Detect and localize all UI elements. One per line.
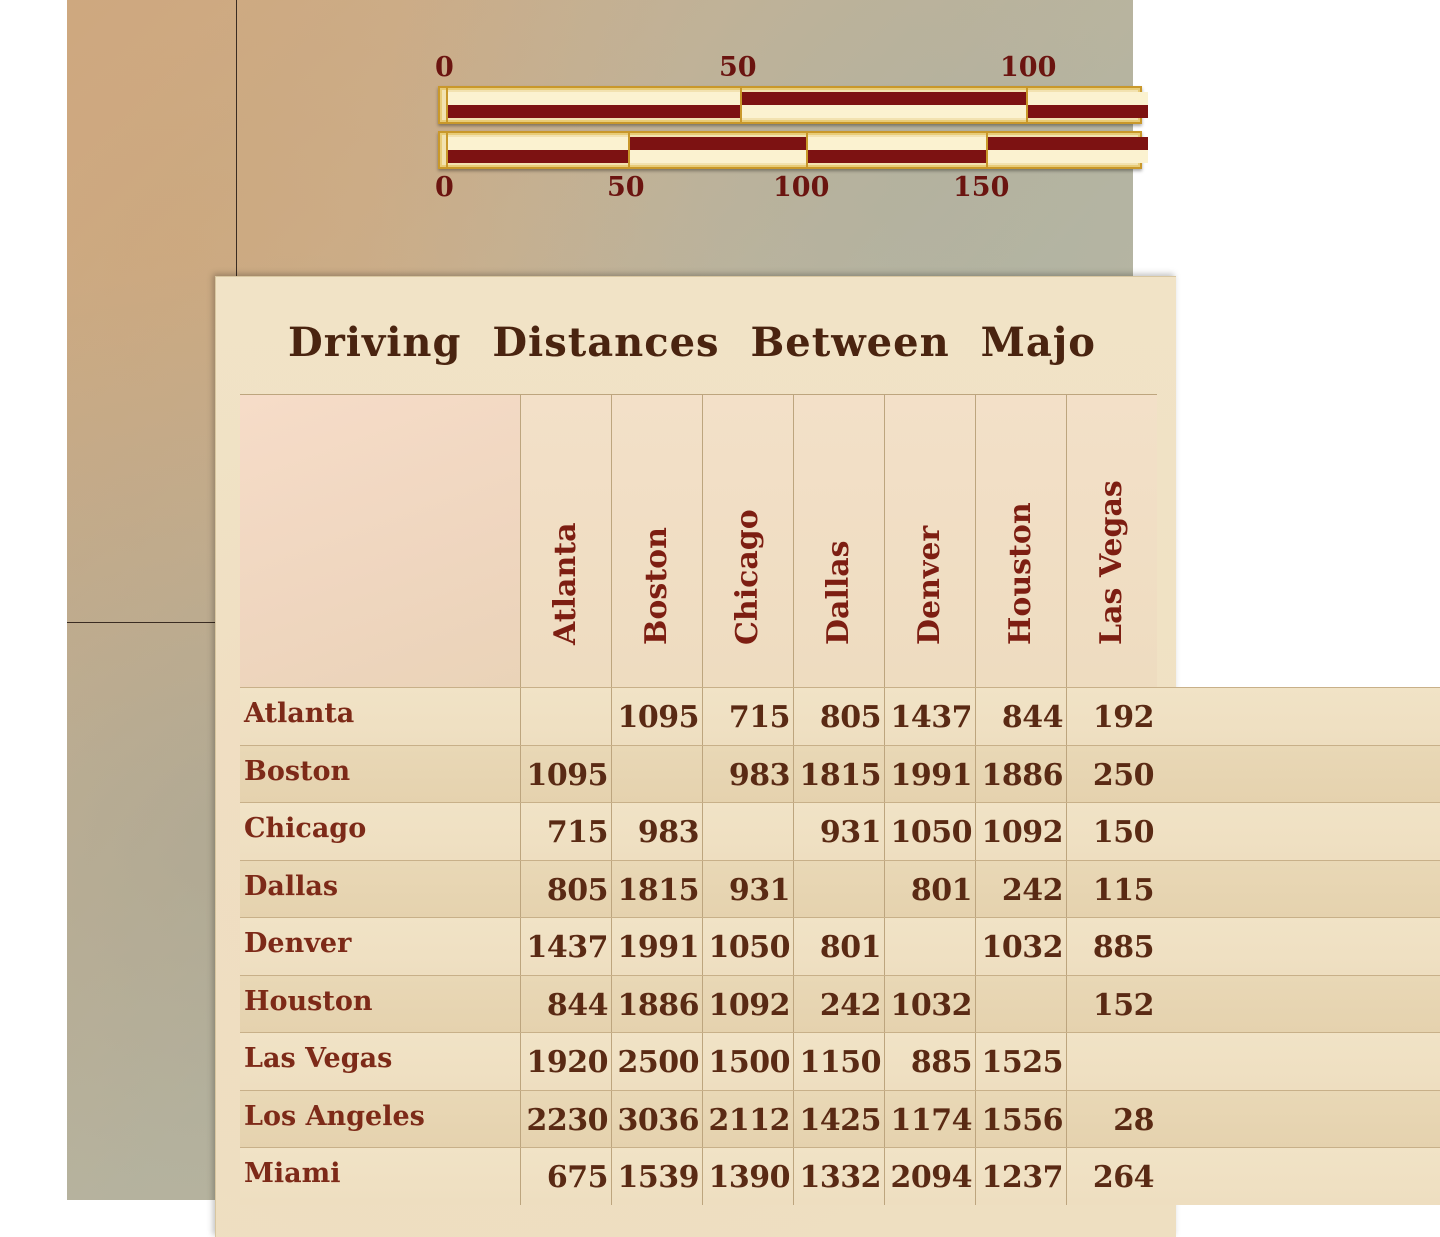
distance-value: 152 — [1092, 987, 1154, 1023]
distance-value: 1425 — [799, 1102, 881, 1138]
column-header-chicago — [702, 394, 793, 688]
distance-cell — [884, 746, 974, 803]
distance-cell — [520, 746, 610, 803]
distance-cell — [611, 861, 701, 918]
distance-cell — [1066, 1033, 1156, 1090]
column-header-label: Las Vegas — [1094, 480, 1129, 645]
table-row — [240, 1090, 1440, 1148]
row-city-label: Denver — [244, 928, 352, 959]
distance-value: 715 — [728, 700, 790, 735]
distance-value: 1092 — [708, 987, 790, 1023]
distance-cell — [520, 918, 610, 975]
column-header-houston — [975, 394, 1066, 688]
distance-cell — [702, 746, 792, 803]
row-city-label: Chicago — [244, 813, 367, 844]
distance-cell — [793, 918, 883, 975]
distance-cell — [520, 861, 610, 918]
column-header-las-vegas — [1066, 394, 1157, 688]
distance-value: 1815 — [799, 757, 881, 793]
scale-bottom-label-50: 50 — [607, 172, 645, 203]
distance-cell — [520, 1148, 610, 1205]
distance-value: 805 — [819, 700, 881, 735]
scale-bar-top-frame — [438, 86, 1142, 124]
distance-value: 885 — [1092, 930, 1154, 965]
distance-value: 983 — [728, 757, 790, 793]
distance-value: 675 — [546, 1160, 608, 1195]
distance-value: 1437 — [526, 930, 608, 965]
distance-cell — [520, 803, 610, 860]
distance-cell — [793, 803, 883, 860]
distance-cell — [975, 918, 1065, 975]
distance-cell — [611, 1033, 701, 1090]
distance-cell — [520, 976, 610, 1033]
distance-cell — [975, 1091, 1065, 1148]
scale-top-label-100: 100 — [1000, 52, 1057, 83]
distance-cell — [611, 688, 701, 745]
row-city-label: Las Vegas — [244, 1043, 393, 1074]
distance-cell — [1066, 976, 1156, 1033]
scale-bottom-label-100: 100 — [773, 172, 830, 203]
scale-bottom-label-150: 150 — [953, 172, 1010, 203]
distance-cell — [884, 861, 974, 918]
row-city-label: Miami — [244, 1158, 341, 1189]
distance-value: 1095 — [617, 700, 699, 735]
distance-cell — [520, 1091, 610, 1148]
distance-value: 1991 — [617, 930, 699, 965]
scale-top-seg-1-upper — [448, 92, 742, 105]
distance-value: 242 — [1001, 872, 1063, 908]
distance-cell — [793, 1091, 883, 1148]
column-header-dallas — [793, 394, 884, 688]
distance-value: 1437 — [890, 700, 972, 735]
distance-value: 1525 — [981, 1045, 1063, 1080]
distance-table-panel — [215, 276, 1176, 1237]
scale-bottom-seg-2-lower — [630, 150, 808, 163]
distance-value: 931 — [728, 872, 790, 908]
distance-cell — [1066, 1148, 1156, 1205]
table-row — [240, 1032, 1440, 1090]
distance-value: 250 — [1092, 757, 1154, 793]
scale-bottom-seg-4-lower — [988, 150, 1148, 163]
distance-value: 1556 — [981, 1102, 1063, 1138]
scale-top-seg-2-lower — [742, 105, 1028, 118]
distance-cell — [975, 861, 1065, 918]
row-city-label: Dallas — [244, 870, 339, 902]
distance-value: 844 — [546, 987, 608, 1023]
distance-value: 2094 — [890, 1160, 972, 1195]
distance-value: 1886 — [617, 987, 699, 1023]
distance-value: 805 — [546, 872, 608, 908]
distance-value: 264 — [1092, 1160, 1154, 1195]
distance-cell — [520, 688, 610, 745]
map-background — [67, 0, 1154, 1200]
distance-value: 1032 — [981, 930, 1063, 965]
distance-value: 983 — [637, 815, 699, 850]
table-row — [240, 860, 1440, 918]
scale-bottom-seg-3-upper — [808, 137, 988, 150]
table-row — [240, 802, 1440, 860]
scale-bottom-seg-1-lower — [448, 150, 630, 163]
distance-cell — [611, 1148, 701, 1205]
map-grid-line-vertical — [236, 0, 237, 276]
distance-cell — [702, 861, 792, 918]
scale-bottom-tick — [628, 133, 630, 167]
distance-cell — [884, 918, 974, 975]
scale-top-seg-1-lower — [448, 105, 742, 118]
distance-value: 1920 — [526, 1045, 608, 1080]
distance-value: 1050 — [708, 930, 790, 965]
distance-cell — [884, 976, 974, 1033]
distance-value: 1991 — [890, 757, 972, 793]
map-grid-line-horizontal — [67, 622, 217, 623]
distance-value: 1092 — [981, 815, 1063, 850]
table-row — [240, 917, 1440, 975]
scale-bottom-seg-4-upper — [988, 137, 1148, 150]
distance-value: 2230 — [526, 1102, 608, 1138]
distance-value: 715 — [546, 815, 608, 850]
distance-cell — [884, 688, 974, 745]
distance-cell — [702, 803, 792, 860]
distance-cell — [793, 688, 883, 745]
distance-value: 801 — [819, 930, 881, 965]
scale-bottom-tick — [986, 133, 988, 167]
scale-bottom-tick — [806, 133, 808, 167]
distance-value: 1150 — [799, 1045, 881, 1080]
table-corner-cell — [240, 394, 520, 688]
distance-cell — [611, 1091, 701, 1148]
distance-value: 1539 — [617, 1160, 699, 1195]
distance-value: 801 — [910, 872, 972, 908]
scale-bottom-tick — [446, 133, 448, 167]
row-city-label: Boston — [244, 755, 351, 787]
distance-value: 1095 — [526, 757, 608, 793]
table-row — [240, 687, 1440, 745]
distance-value: 1390 — [708, 1160, 790, 1195]
scale-top-seg-2-upper — [742, 92, 1028, 105]
distance-value: 1237 — [981, 1160, 1063, 1195]
scale-bottom-seg-1-upper — [448, 137, 630, 150]
distance-cell — [611, 918, 701, 975]
distance-cell — [884, 803, 974, 860]
distance-cell — [793, 861, 883, 918]
table-row — [240, 745, 1440, 803]
column-header-label: Denver — [912, 525, 947, 645]
distance-value: 150 — [1092, 815, 1154, 850]
column-header-label: Dallas — [821, 540, 856, 645]
distance-cell — [793, 1033, 883, 1090]
distance-value: 2500 — [617, 1045, 699, 1080]
row-city-label: Los Angeles — [244, 1100, 425, 1132]
row-city-label: Houston — [244, 985, 373, 1017]
distance-cell — [884, 1148, 974, 1205]
distance-value: 1886 — [981, 757, 1063, 793]
scale-top-label-50: 50 — [719, 52, 757, 83]
distance-cell — [1066, 803, 1156, 860]
column-header-boston — [611, 394, 702, 688]
column-header-denver — [884, 394, 975, 688]
column-header-label: Boston — [639, 527, 674, 645]
distance-value: 115 — [1092, 872, 1154, 908]
distance-value: 3036 — [617, 1102, 699, 1138]
distance-cell — [702, 1033, 792, 1090]
distance-cell — [975, 803, 1065, 860]
distance-cell — [975, 1033, 1065, 1090]
distance-cell — [1066, 861, 1156, 918]
scale-bar-bottom-frame — [438, 131, 1142, 169]
distance-cell — [884, 1033, 974, 1090]
column-header-label: Atlanta — [548, 522, 583, 645]
table-row — [240, 975, 1440, 1033]
distance-value: 192 — [1092, 700, 1154, 735]
distance-value: 844 — [1001, 700, 1063, 735]
column-header-label: Houston — [1003, 502, 1038, 645]
scale-bottom-seg-3-lower — [808, 150, 988, 163]
row-city-label: Atlanta — [244, 698, 355, 729]
distance-cell — [520, 1033, 610, 1090]
distance-cell — [702, 1091, 792, 1148]
table-row — [240, 1147, 1440, 1205]
distance-value: 28 — [1113, 1102, 1154, 1138]
distance-value: 1050 — [890, 815, 972, 850]
distance-cell — [793, 746, 883, 803]
table-title: Driving Distances Between Majo — [288, 319, 1096, 366]
distance-cell — [702, 976, 792, 1033]
distance-value: 1174 — [890, 1102, 972, 1138]
distance-cell — [793, 976, 883, 1033]
distance-cell — [702, 1148, 792, 1205]
distance-value: 931 — [819, 815, 881, 850]
scale-top-label-0: 0 — [435, 52, 454, 83]
distance-cell — [702, 688, 792, 745]
scale-top-seg-3-upper — [1028, 92, 1148, 105]
scale-top-tick — [1026, 88, 1028, 122]
distance-cell — [1066, 1091, 1156, 1148]
distance-cell — [884, 1091, 974, 1148]
distance-value: 1815 — [617, 872, 699, 908]
scale-top-tick — [740, 88, 742, 122]
distance-cell — [611, 803, 701, 860]
distance-cell — [702, 918, 792, 975]
distance-cell — [1066, 746, 1156, 803]
column-header-label: Chicago — [730, 509, 765, 645]
scale-top-seg-3-lower — [1028, 105, 1148, 118]
scale-top-tick — [446, 88, 448, 122]
distance-cell — [1066, 688, 1156, 745]
distance-cell — [975, 1148, 1065, 1205]
scale-bottom-label-0: 0 — [435, 172, 454, 203]
scale-bottom-seg-2-upper — [630, 137, 808, 150]
distance-cell — [611, 746, 701, 803]
distance-value: 885 — [910, 1045, 972, 1080]
distance-cell — [793, 1148, 883, 1205]
distance-value: 1032 — [890, 987, 972, 1023]
distance-cell — [975, 688, 1065, 745]
distance-value: 2112 — [708, 1102, 790, 1138]
distance-value: 1500 — [708, 1045, 790, 1080]
distance-value: 1332 — [799, 1160, 881, 1195]
distance-cell — [975, 746, 1065, 803]
distance-cell — [1066, 918, 1156, 975]
distance-cell — [611, 976, 701, 1033]
distance-value: 242 — [819, 987, 881, 1023]
distance-cell — [975, 976, 1065, 1033]
column-header-atlanta — [520, 394, 611, 688]
